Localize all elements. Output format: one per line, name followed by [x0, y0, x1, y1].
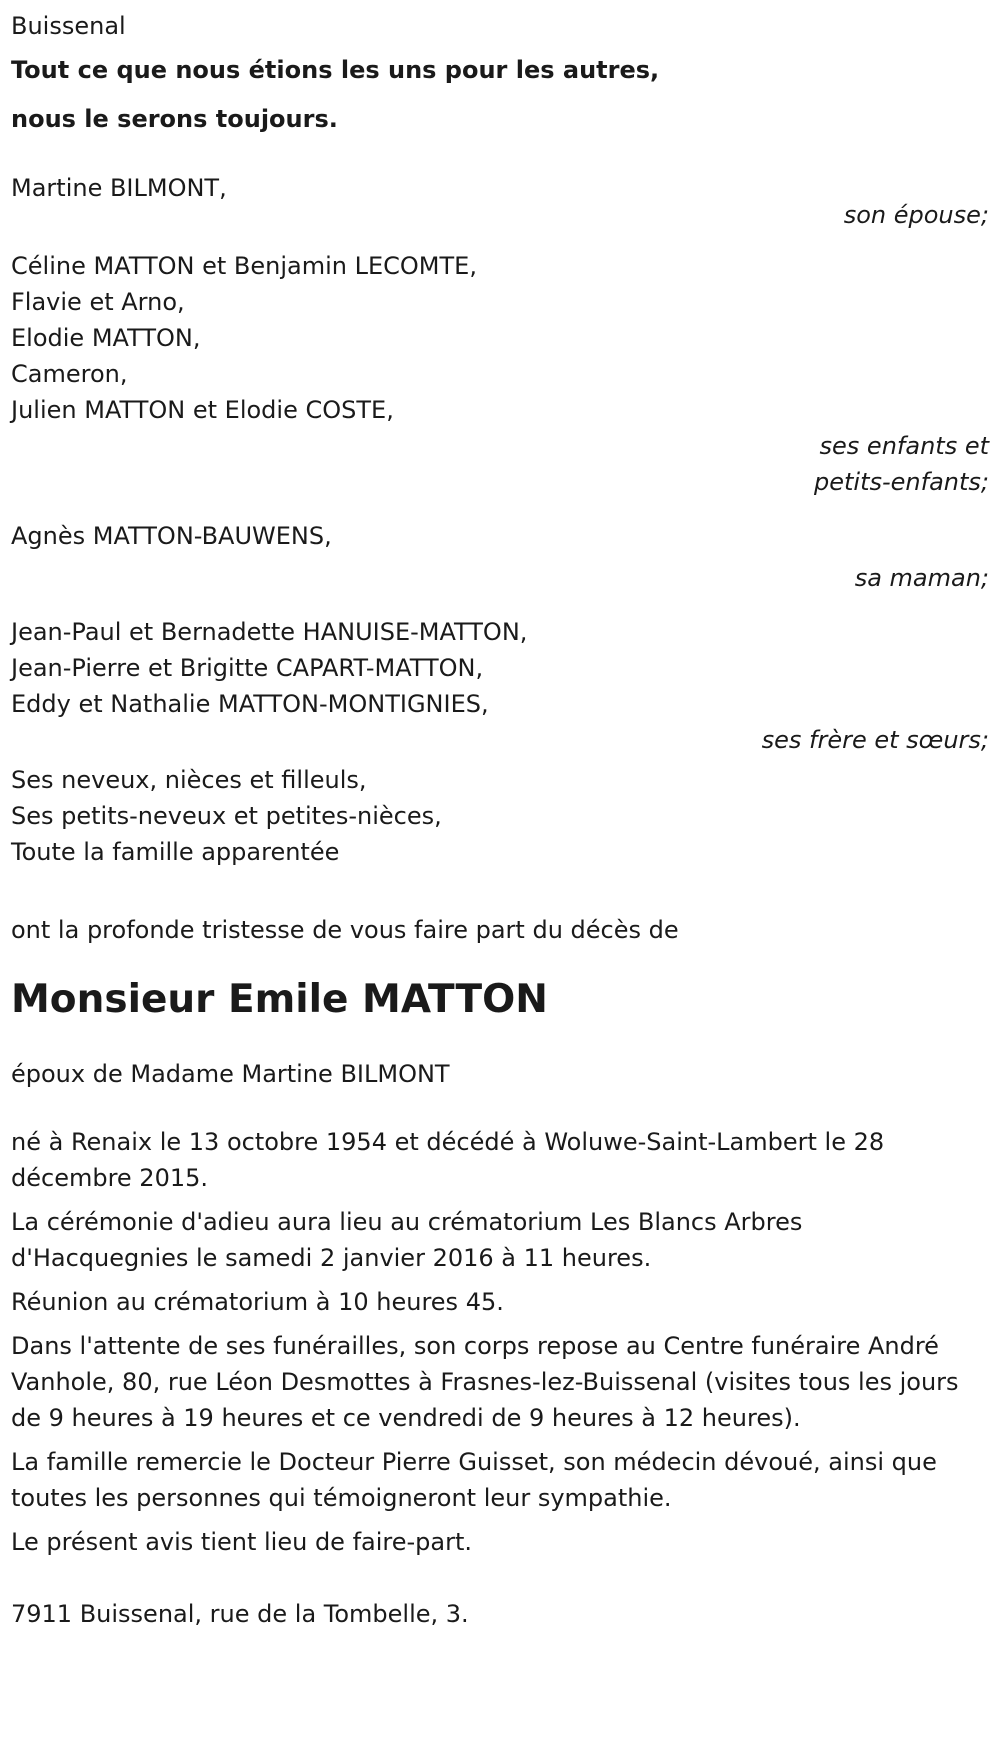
family-name: Jean-Paul et Bernadette HANUISE-MATTON,: [11, 618, 528, 646]
family-name: Eddy et Nathalie MATTON-MONTIGNIES,: [11, 690, 489, 718]
quote-line-2: nous le serons toujours.: [11, 105, 338, 133]
family-relation: ses enfants et: [819, 432, 989, 460]
family-name: Agnès MATTON-BAUWENS,: [11, 522, 332, 550]
family-name: Jean-Pierre et Brigitte CAPART-MATTON,: [11, 654, 484, 682]
family-relation: petits-enfants;: [814, 468, 989, 496]
details-section: [11, 1124, 976, 1560]
family-group-siblings: [11, 614, 989, 758]
family-relation: son épouse;: [843, 201, 989, 229]
family-name: Elodie MATTON,: [11, 324, 201, 352]
family-relation: ses frère et sœurs;: [761, 726, 989, 754]
family-group-others: [11, 762, 989, 870]
detail-paragraph: Dans l'attente de ses funérailles, son corps repose au Centre funéraire André Vanhole, 80, rue Léon Desmottes à Frasnes-lez-Buissenal (visites tous les jours de 9 heures à 19 heures et ce vendredi de 9 heures à 12 heures).: [11, 1332, 959, 1432]
family-name: Céline MATTON et Benjamin LECOMTE,: [11, 252, 477, 280]
spouse-of-text: époux de Madame Martine BILMONT: [11, 1060, 450, 1088]
detail-paragraph: Le présent avis tient lieu de faire-part.: [11, 1528, 473, 1556]
family-name: Julien MATTON et Elodie COSTE,: [11, 396, 394, 424]
detail-paragraph: La cérémonie d'adieu aura lieu au crématorium Les Blancs Arbres d'Hacquegnies le samedi 2 janvier 2016 à 11 heures.: [11, 1208, 803, 1272]
detail-paragraph: Réunion au crématorium à 10 heures 45.: [11, 1288, 504, 1316]
family-name: Toute la famille apparentée: [11, 838, 340, 866]
detail-paragraph: La famille remercie le Docteur Pierre Guisset, son médecin dévoué, ainsi que toutes les personnes qui témoigneront leur sympathie.: [11, 1448, 937, 1512]
location-header: Buissenal: [11, 12, 126, 40]
family-group-children: [11, 248, 989, 500]
family-name: Ses neveux, nièces et filleuls,: [11, 766, 367, 794]
family-name: Martine BILMONT,: [11, 174, 227, 202]
family-group-spouse: [11, 168, 989, 230]
family-group-mother: [11, 518, 989, 596]
family-name: Flavie et Arno,: [11, 288, 185, 316]
detail-paragraph: né à Renaix le 13 octobre 1954 et décédé à Woluwe-Saint-Lambert le 28 décembre 2015.: [11, 1128, 885, 1192]
family-relation: sa maman;: [854, 564, 989, 592]
family-name: Cameron,: [11, 360, 128, 388]
address-text: 7911 Buissenal, rue de la Tombelle, 3.: [11, 1600, 469, 1628]
memorial-quote: [11, 46, 989, 144]
deceased-name: Monsieur Emile MATTON: [11, 977, 548, 1022]
obituary-column: [11, 6, 989, 1634]
family-name: Ses petits-neveux et petites-nièces,: [11, 802, 442, 830]
quote-line-1: Tout ce que nous étions les uns pour les autres,: [11, 56, 660, 84]
announcement-text: ont la profonde tristesse de vous faire part du décès de: [11, 916, 679, 944]
